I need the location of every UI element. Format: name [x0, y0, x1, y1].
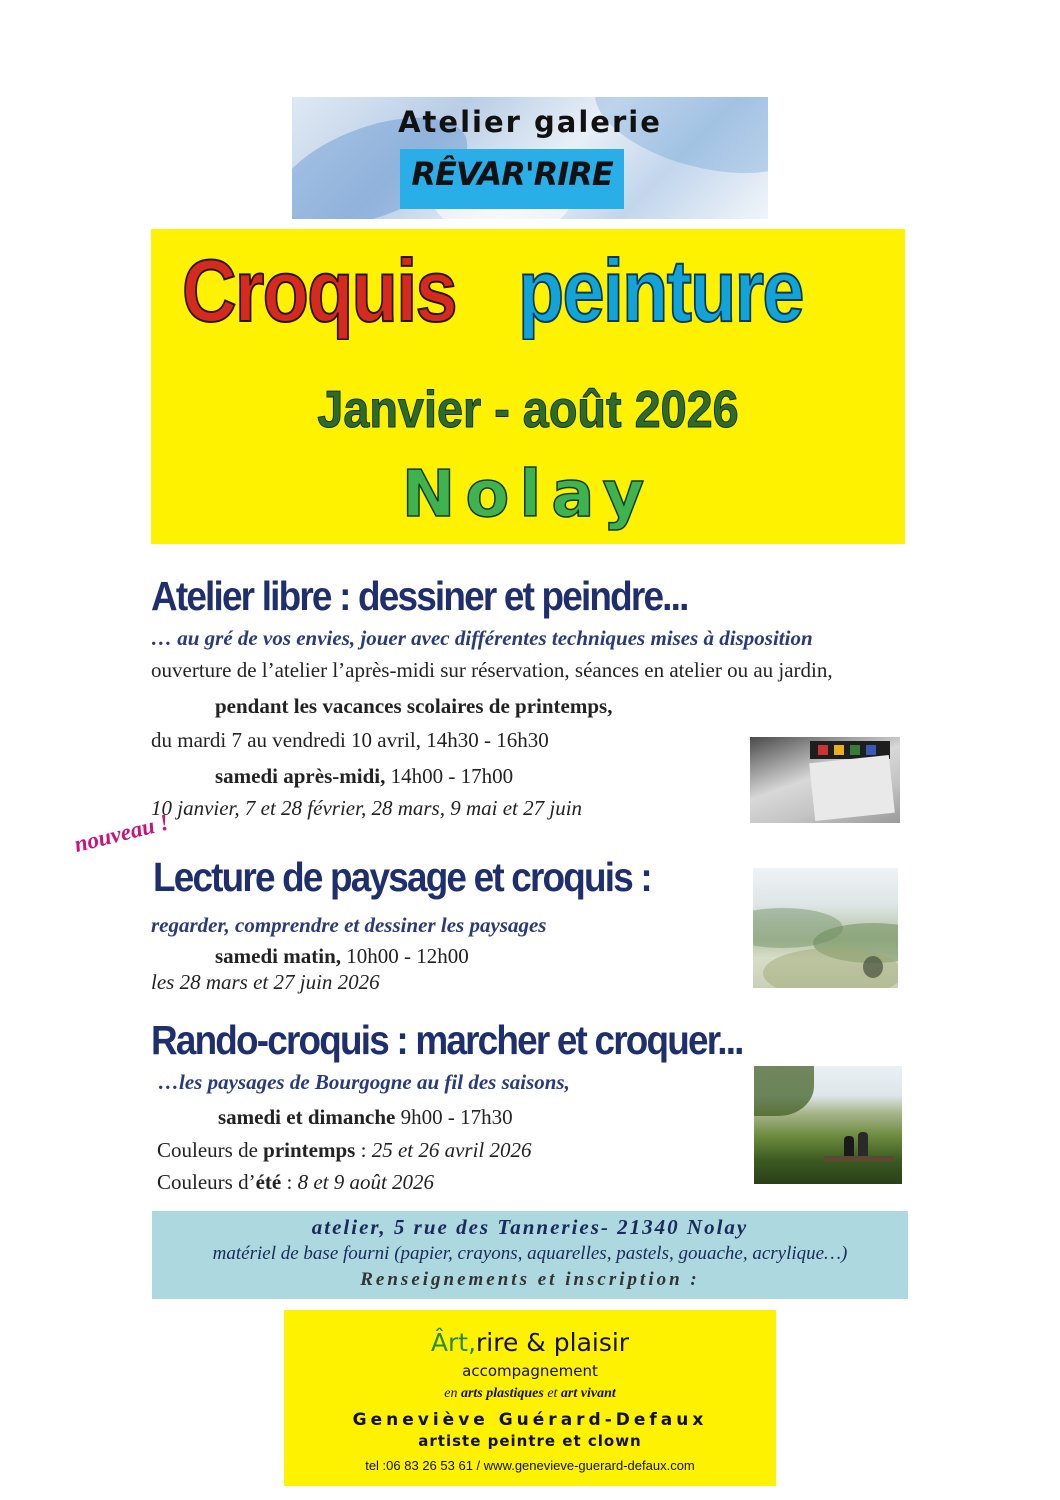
- saturday-label: samedi après-midi,: [215, 764, 386, 788]
- title-word-croquis: Croquis: [182, 241, 456, 340]
- rando-summer-sep: :: [281, 1170, 298, 1194]
- title-place: Nolay: [401, 458, 655, 532]
- section-tagline-lecture-paysage: regarder, comprendre et dessiner les paysages: [151, 913, 547, 937]
- saturday-hours: 14h00 - 17h00: [385, 764, 514, 788]
- header-title: Atelier galerie: [398, 105, 662, 139]
- rando-session-hours: 9h00 - 17h30: [395, 1105, 513, 1129]
- rando-summer-date-values: 8 et 9 août 2026: [297, 1170, 435, 1194]
- sketchbook-photo: [750, 737, 900, 823]
- landscape-session-dates: les 28 mars et 27 juin 2026: [151, 970, 380, 994]
- atelier-libre-intro: ouverture de l’atelier l’après-midi sur réservation, séances en atelier ou au jardin,: [151, 658, 833, 682]
- section-heading-lecture-paysage: Lecture de paysage et croquis :: [153, 854, 651, 900]
- landscape-watercolor-photo: [753, 868, 898, 988]
- section-heading-atelier-libre: Atelier libre : dessiner et peindre...: [151, 573, 688, 619]
- gallery-logo-text: RÊVAR'RIRE: [411, 155, 613, 193]
- saturday-schedule: [215, 764, 513, 789]
- brand-role: accompagnement: [462, 1362, 598, 1380]
- rando-session-label: samedi et dimanche: [218, 1105, 396, 1129]
- holiday-dates: du mardi 7 au vendredi 10 avril, 14h30 - 16h30: [151, 728, 549, 752]
- artist-name: Geneviève Guérard-Defaux: [352, 1410, 708, 1430]
- brand-name-accent: Ârt,: [430, 1328, 477, 1357]
- artist-contact[interactable]: tel :06 83 26 53 61 / www.genevieve-guerard-defaux.com: [365, 1458, 695, 1473]
- rando-summer-dates: [157, 1170, 434, 1195]
- landscape-session-hours: 10h00 - 12h00: [341, 944, 469, 968]
- rando-spring-date-values: 25 et 26 avril 2026: [371, 1138, 532, 1162]
- brand-domain-arts: arts plastiques: [460, 1386, 544, 1401]
- title-dates: Janvier - août 2026: [317, 381, 739, 439]
- brand-domains-mid: et: [543, 1386, 561, 1401]
- info-band: [152, 1211, 908, 1299]
- brand-domains: [284, 1386, 776, 1402]
- section-tagline-atelier-libre: … au gré de vos envies, jouer avec différentes techniques mises à disposition: [151, 626, 813, 650]
- landscape-session-label: samedi matin,: [215, 944, 341, 968]
- saturday-dates: 10 janvier, 7 et 28 février, 28 mars, 9 mai et 27 juin: [151, 796, 583, 820]
- header-banner: [292, 97, 768, 219]
- hikers-photo: [754, 1066, 902, 1184]
- brand-name: [284, 1328, 776, 1357]
- rando-spring-word: printemps: [263, 1138, 356, 1162]
- new-badge: nouveau !: [71, 809, 172, 858]
- rando-spring-dates: [157, 1138, 532, 1163]
- holiday-label: pendant les vacances scolaires de printemps,: [215, 694, 613, 718]
- materials-note: matériel de base fourni (papier, crayons, aquarelles, pastels, gouache, acrylique…): [212, 1243, 848, 1264]
- gallery-logo: [400, 149, 624, 209]
- rando-summer-word: été: [255, 1170, 282, 1194]
- brand-domains-pre: en: [444, 1386, 461, 1401]
- rando-spring-sep: :: [355, 1138, 372, 1162]
- title-word-peinture: peinture: [518, 241, 803, 340]
- rando-summer-prefix: Couleurs d’: [157, 1170, 256, 1194]
- section-heading-rando-croquis: Rando-croquis : marcher et croquer...: [151, 1017, 743, 1063]
- artist-title: artiste peintre et clown: [418, 1432, 642, 1450]
- rando-spring-prefix: Couleurs de: [157, 1138, 264, 1162]
- registration-note: Renseignements et inscription :: [360, 1269, 700, 1290]
- section-tagline-rando-croquis: …les paysages de Bourgogne au fil des saisons,: [158, 1070, 570, 1094]
- footer-card: [284, 1310, 776, 1486]
- rando-session-schedule: [218, 1105, 513, 1130]
- studio-address: atelier, 5 rue des Tanneries- 21340 Nolay: [311, 1215, 749, 1239]
- brand-name-rest: rire & plaisir: [476, 1328, 630, 1357]
- brand-domain-vivant: art vivant: [560, 1386, 616, 1401]
- landscape-session-schedule: [215, 944, 469, 969]
